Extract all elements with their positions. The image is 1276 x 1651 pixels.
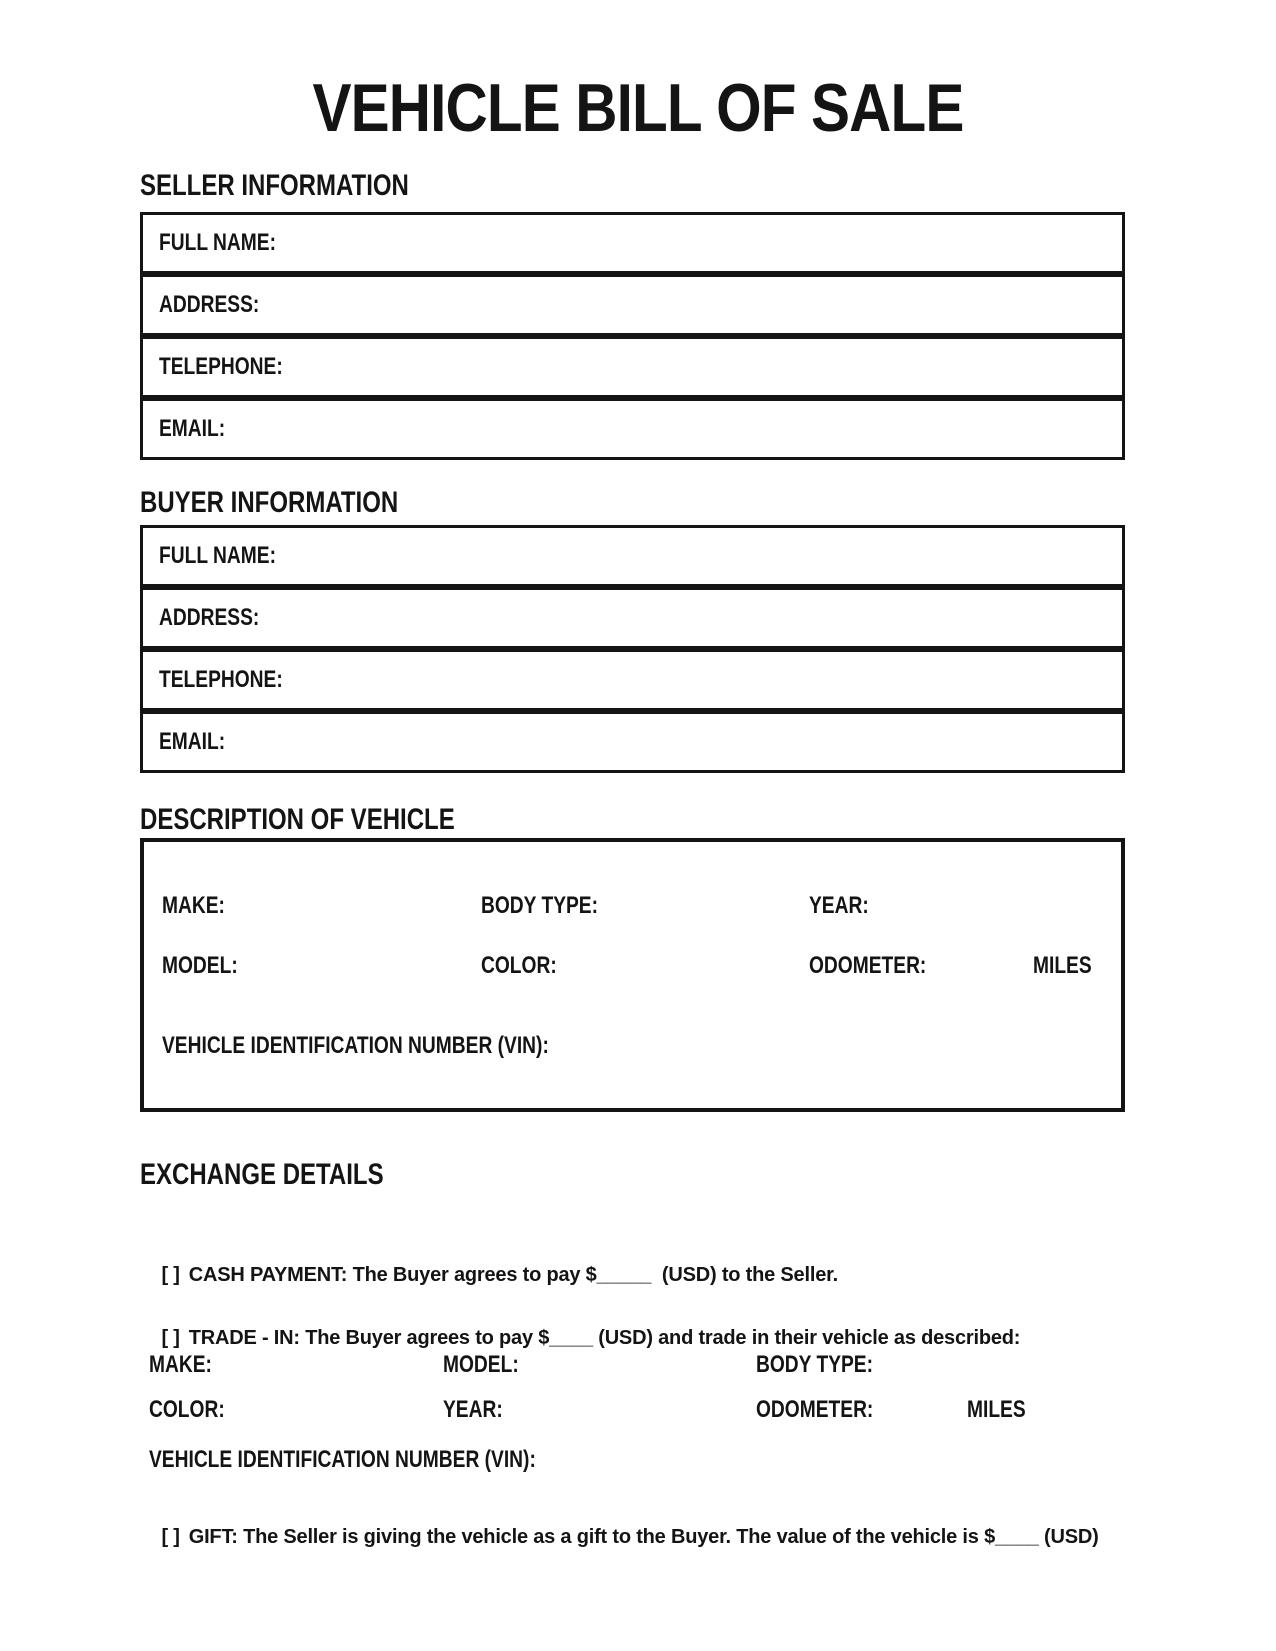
trade-body-type-label: BODY TYPE:: [756, 1351, 873, 1378]
seller-telephone-row[interactable]: [140, 336, 1125, 398]
buyer-email-row[interactable]: [140, 711, 1125, 773]
seller-address-input[interactable]: [284, 277, 1106, 333]
gift-checkbox[interactable]: [ ]: [161, 1526, 180, 1548]
trade-in-text: TRADE - IN: The Buyer agrees to pay $____ (USD) and trade in their vehicle as described:: [188, 1327, 1021, 1349]
buyer-full-name-label: FULL NAME:: [159, 542, 276, 569]
trade-vin-label[interactable]: VEHICLE IDENTIFICATION NUMBER (VIN):: [149, 1446, 536, 1473]
seller-telephone-input[interactable]: [314, 339, 1106, 395]
seller-email-label: EMAIL:: [159, 415, 226, 442]
trade-year-label: YEAR:: [443, 1396, 503, 1423]
vehicle-body-type-label: BODY TYPE:: [481, 892, 598, 919]
trade-vehicle-row-2[interactable]: [140, 1396, 1125, 1424]
vehicle-vin-label: VEHICLE IDENTIFICATION NUMBER (VIN):: [162, 1032, 549, 1059]
buyer-fields-table: [140, 525, 1125, 773]
cash-payment-text: CASH PAYMENT: The Buyer agrees to pay $_____ (USD) to the Seller.: [188, 1264, 838, 1286]
buyer-telephone-label: TELEPHONE:: [159, 666, 283, 693]
seller-full-name-row[interactable]: [140, 212, 1125, 274]
seller-address-label: ADDRESS:: [159, 291, 260, 318]
trade-color-label: COLOR:: [149, 1396, 225, 1423]
page-title: VEHICLE BILL OF SALE: [312, 70, 964, 146]
vehicle-color-label: COLOR:: [481, 952, 557, 979]
buyer-address-label: ADDRESS:: [159, 604, 260, 631]
vehicle-miles-unit-label: MILES: [1033, 952, 1092, 979]
vehicle-make-label: MAKE:: [162, 892, 225, 919]
vehicle-model-label: MODEL:: [162, 952, 238, 979]
buyer-section-heading: BUYER INFORMATION: [140, 486, 399, 519]
buyer-email-input[interactable]: [242, 714, 1106, 770]
buyer-telephone-row[interactable]: [140, 649, 1125, 711]
cash-payment-checkbox[interactable]: [ ]: [161, 1264, 180, 1286]
buyer-full-name-input[interactable]: [305, 528, 1106, 584]
trade-odometer-label: ODOMETER:: [756, 1396, 874, 1423]
seller-telephone-label: TELEPHONE:: [159, 353, 283, 380]
seller-address-row[interactable]: [140, 274, 1125, 336]
buyer-address-row[interactable]: [140, 587, 1125, 649]
trade-vehicle-row-1[interactable]: [140, 1351, 1125, 1379]
trade-make-label: MAKE:: [149, 1351, 212, 1378]
vehicle-section-heading: DESCRIPTION OF VEHICLE: [140, 803, 455, 836]
seller-email-input[interactable]: [242, 401, 1106, 457]
vehicle-year-label: YEAR:: [809, 892, 869, 919]
trade-in-checkbox[interactable]: [ ]: [161, 1327, 180, 1349]
seller-full-name-label: FULL NAME:: [159, 229, 276, 256]
vehicle-description-box[interactable]: [140, 838, 1125, 1112]
trade-miles-unit-label: MILES: [967, 1396, 1026, 1423]
gift-option: [140, 1498, 1150, 1576]
vehicle-odometer-label: ODOMETER:: [809, 952, 927, 979]
exchange-section-heading: EXCHANGE DETAILS: [140, 1158, 384, 1191]
seller-full-name-input[interactable]: [305, 215, 1106, 271]
buyer-full-name-row[interactable]: [140, 525, 1125, 587]
seller-section-heading: SELLER INFORMATION: [140, 169, 409, 202]
trade-model-label: MODEL:: [443, 1351, 519, 1378]
buyer-address-input[interactable]: [284, 590, 1106, 646]
seller-fields-table: [140, 212, 1125, 460]
gift-text: GIFT: The Seller is giving the vehicle as a gift to the Buyer. The value of the vehicle is $____ (USD): [188, 1526, 1099, 1548]
buyer-email-label: EMAIL:: [159, 728, 226, 755]
seller-email-row[interactable]: [140, 398, 1125, 460]
buyer-telephone-input[interactable]: [314, 652, 1106, 708]
